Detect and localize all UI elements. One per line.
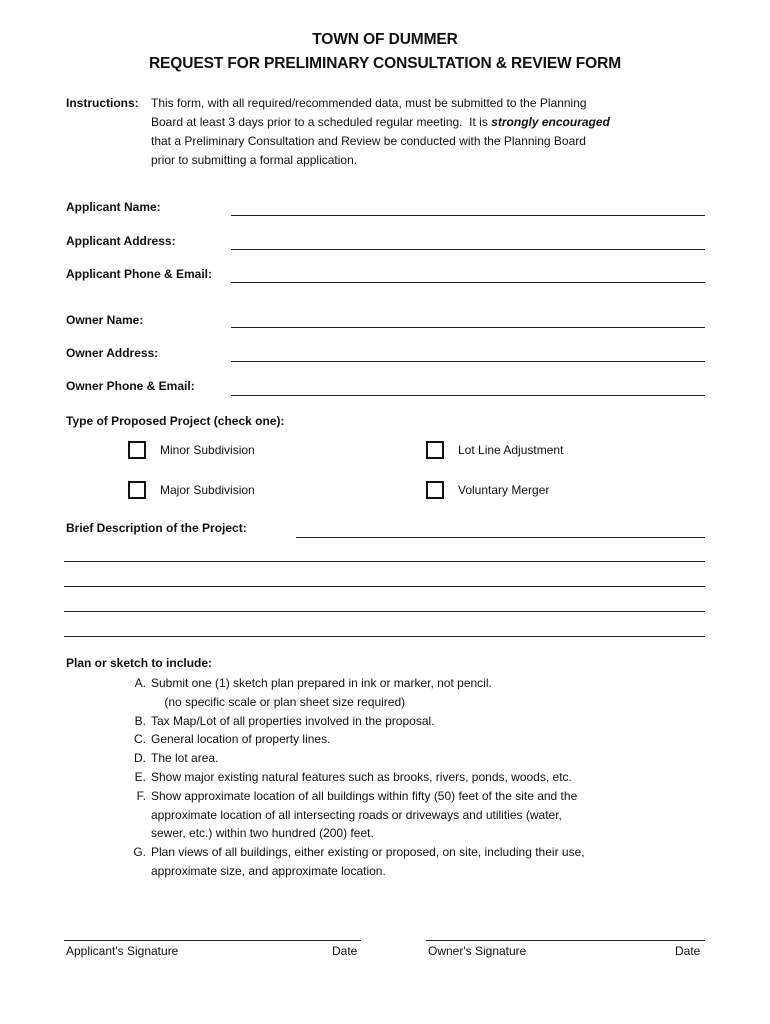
plan-item-text: Submit one (1) sketch plan prepared in ink or marker, not pencil. bbox=[151, 676, 492, 690]
checkbox-lot-line-adjustment[interactable] bbox=[426, 441, 444, 459]
plan-item-letter: C. bbox=[134, 732, 146, 747]
project-type-label: Type of Proposed Project (check one): bbox=[66, 414, 285, 428]
option-lot-line-adjustment: Lot Line Adjustment bbox=[458, 443, 564, 457]
instructions-emphasis: strongly encouraged bbox=[491, 115, 610, 129]
owner-phone-field[interactable] bbox=[231, 395, 705, 396]
plan-item bbox=[130, 674, 585, 712]
form-title: TOWN OF DUMMER bbox=[312, 31, 458, 48]
applicant-address-field[interactable] bbox=[231, 249, 705, 250]
owner-name-field[interactable] bbox=[231, 327, 705, 328]
plan-item-text: sewer, etc.) within two hundred (200) feet. bbox=[151, 826, 374, 841]
applicant-address-label: Applicant Address: bbox=[66, 234, 176, 248]
description-field-line-1[interactable] bbox=[296, 537, 705, 538]
owner-signature-line[interactable] bbox=[426, 940, 705, 941]
plan-item-letter: B. bbox=[134, 713, 146, 728]
applicant-date-label: Date bbox=[332, 944, 358, 958]
plan-item-letter: F. bbox=[136, 788, 146, 803]
option-voluntary-merger: Voluntary Merger bbox=[458, 483, 550, 497]
plan-item bbox=[130, 730, 585, 749]
description-label: Brief Description of the Project: bbox=[66, 521, 247, 535]
instructions-line-3: that a Preliminary Consultation and Review be conducted with the Planning Board bbox=[151, 134, 586, 148]
owner-phone-label: Owner Phone & Email: bbox=[66, 379, 195, 393]
plan-label: Plan or sketch to include: bbox=[66, 656, 213, 670]
owner-address-label: Owner Address: bbox=[66, 346, 159, 360]
applicant-signature-line[interactable] bbox=[64, 940, 361, 941]
option-minor-subdivision: Minor Subdivision bbox=[160, 443, 255, 457]
plan-item bbox=[130, 768, 585, 787]
form-subtitle: REQUEST FOR PRELIMINARY CONSULTATION & REVIEW FORM bbox=[148, 55, 622, 72]
plan-item bbox=[130, 749, 585, 768]
checkbox-minor-subdivision[interactable] bbox=[128, 441, 146, 459]
description-field-line-4[interactable] bbox=[64, 611, 705, 612]
instructions-label: Instructions: bbox=[66, 96, 139, 110]
applicant-name-field[interactable] bbox=[231, 215, 705, 216]
plan-item-text: Show major existing natural features such as brooks, rivers, ponds, woods, etc. bbox=[151, 769, 572, 784]
plan-item-text: The lot area. bbox=[151, 751, 219, 766]
instructions-line-2 bbox=[151, 113, 651, 132]
instructions-text bbox=[151, 94, 651, 170]
description-field-line-5[interactable] bbox=[64, 636, 705, 637]
plan-item bbox=[130, 712, 585, 731]
applicant-name-label: Applicant Name: bbox=[66, 200, 161, 214]
plan-item-text: (no specific scale or plan sheet size required) bbox=[151, 694, 406, 709]
applicant-signature-label: Applicant's Signature bbox=[66, 944, 179, 958]
plan-item-letter: E. bbox=[134, 769, 146, 784]
instructions-line-2-text: Board at least 3 days prior to a scheduled regular meeting. It is bbox=[151, 115, 492, 129]
plan-requirements-list bbox=[130, 674, 585, 881]
description-field-line-2[interactable] bbox=[64, 561, 705, 562]
plan-item-letter: D. bbox=[134, 751, 146, 766]
owner-address-field[interactable] bbox=[231, 361, 705, 362]
description-field-line-3[interactable] bbox=[64, 586, 705, 587]
owner-name-label: Owner Name: bbox=[66, 313, 144, 327]
plan-item-letter: A. bbox=[134, 676, 146, 690]
instructions-line-4: prior to submitting a formal application. bbox=[151, 153, 358, 167]
plan-item bbox=[130, 843, 585, 881]
plan-item-text: Tax Map/Lot of all properties involved in the proposal. bbox=[151, 713, 435, 728]
applicant-phone-field[interactable] bbox=[231, 282, 705, 283]
instructions-line-1: This form, with all required/recommended data, must be submitted to the Planning bbox=[151, 96, 587, 110]
owner-signature-label: Owner's Signature bbox=[428, 944, 527, 958]
plan-item-text: approximate location of all intersecting roads or driveways and utilities (water, bbox=[151, 807, 562, 822]
applicant-phone-label: Applicant Phone & Email: bbox=[66, 267, 213, 281]
plan-item-text: approximate size, and approximate location. bbox=[151, 863, 386, 878]
plan-item-letter: G. bbox=[133, 845, 146, 860]
plan-item bbox=[130, 787, 585, 843]
owner-date-label: Date bbox=[675, 944, 701, 958]
plan-item-text: Plan views of all buildings, either existing or proposed, on site, including their use, bbox=[151, 845, 585, 860]
checkbox-voluntary-merger[interactable] bbox=[426, 481, 444, 499]
option-major-subdivision: Major Subdivision bbox=[160, 483, 255, 497]
plan-item-text: General location of property lines. bbox=[151, 732, 331, 747]
checkbox-major-subdivision[interactable] bbox=[128, 481, 146, 499]
plan-item-text: Show approximate location of all buildings within fifty (50) feet of the site and the bbox=[151, 788, 578, 803]
